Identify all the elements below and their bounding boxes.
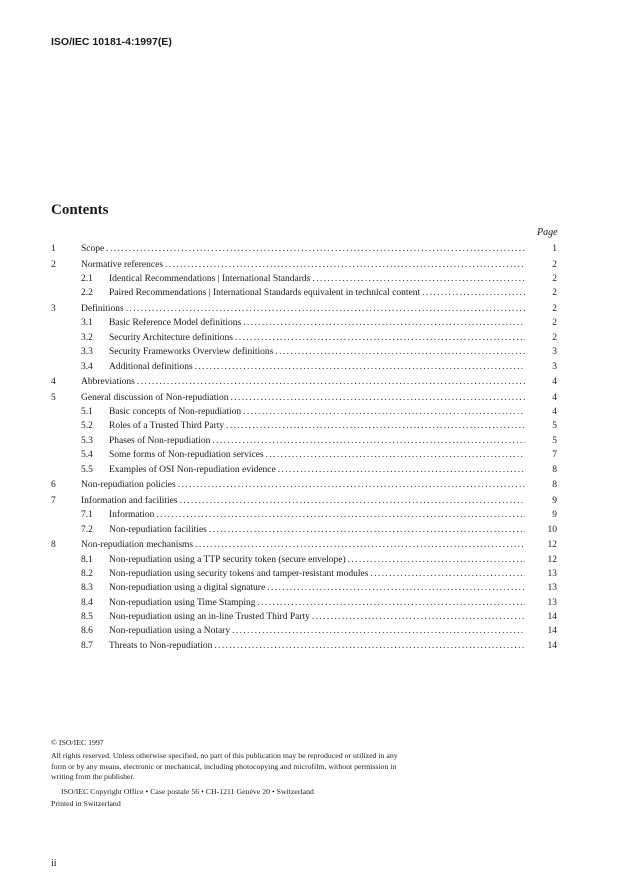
dot-leader xyxy=(165,258,525,272)
toc-entry-number: 3.4 xyxy=(81,361,93,372)
toc-entry-title: Scope xyxy=(81,244,105,254)
toc-entry-number: 5.3 xyxy=(81,435,93,446)
dot-leader xyxy=(312,610,525,624)
toc-entry-title: Security Architecture definitions xyxy=(109,332,233,343)
toc-entry-number: 5.2 xyxy=(81,421,93,432)
toc-entry-title: Some forms of Non-repudiation services xyxy=(109,450,264,461)
printed-in: Printed in Switzerland xyxy=(51,799,121,809)
dot-leader xyxy=(212,434,525,448)
toc-entry[interactable] xyxy=(51,286,557,300)
toc-entry-number: 8.1 xyxy=(81,554,93,565)
toc-entry-page: 12 xyxy=(547,554,557,565)
dot-leader xyxy=(232,624,525,638)
toc-entry-page: 9 xyxy=(552,510,557,521)
toc-entry-title: Basic Reference Model definitions xyxy=(109,318,242,329)
toc-entry[interactable] xyxy=(51,242,557,256)
toc-entry-page: 8 xyxy=(552,480,557,491)
toc-entry-number: 5.1 xyxy=(81,407,93,418)
toc-entry[interactable] xyxy=(51,523,557,537)
toc-entry[interactable] xyxy=(51,405,557,419)
toc-entry-page: 8 xyxy=(552,464,557,475)
toc-entry-number: 8.3 xyxy=(81,583,93,594)
toc-entry[interactable] xyxy=(51,553,557,567)
toc-entry-title: Non-repudiation policies xyxy=(81,480,176,491)
dot-leader xyxy=(243,316,525,330)
dot-leader xyxy=(106,242,525,256)
toc-entry-number: 1 xyxy=(51,244,56,254)
toc-entry-number: 8.2 xyxy=(81,568,93,579)
toc-entry-title: Non-repudiation using an in-line Trusted Third Party xyxy=(109,612,310,623)
toc-entry-page: 5 xyxy=(552,435,557,446)
toc-entry-title: Non-repudiation using security tokens and tamper-resistant modules xyxy=(109,568,369,579)
toc-entry[interactable] xyxy=(51,258,557,272)
toc-entry[interactable] xyxy=(51,494,557,508)
dot-leader xyxy=(178,478,525,492)
dot-leader xyxy=(137,375,525,389)
dot-leader xyxy=(312,272,525,286)
toc-entry-number: 7 xyxy=(51,495,56,506)
toc-entry-number: 7.1 xyxy=(81,510,93,521)
toc-entry-title: Definitions xyxy=(81,303,124,314)
dot-leader xyxy=(266,448,525,462)
toc-entry-number: 3 xyxy=(51,303,56,314)
toc-entry-number: 2.1 xyxy=(81,273,93,284)
toc-entry-number: 5 xyxy=(51,392,56,403)
toc-entry-page: 2 xyxy=(552,259,557,270)
toc-entry-page: 13 xyxy=(547,583,557,594)
dot-leader xyxy=(278,463,525,477)
toc-entry-number: 8.7 xyxy=(81,640,93,651)
toc-entry-number: 8 xyxy=(51,540,56,551)
toc-entry[interactable] xyxy=(51,331,557,345)
toc-entry-page: 3 xyxy=(552,361,557,372)
toc-entry-title: Paired Recommendations | International Standards equivalent in technical content xyxy=(109,288,421,299)
toc-entry-number: 3.1 xyxy=(81,318,93,329)
toc-entry-title: Phases of Non-repudiation xyxy=(109,435,211,446)
dot-leader xyxy=(230,391,525,405)
toc-entry[interactable] xyxy=(51,434,557,448)
toc-entry-title: Threats to Non-repudiation xyxy=(109,640,213,651)
dot-leader xyxy=(370,567,525,581)
toc-entry-page: 2 xyxy=(552,318,557,329)
dot-leader xyxy=(209,523,525,537)
toc-entry-page: 13 xyxy=(547,597,557,608)
toc-entry-title: Non-repudiation facilities xyxy=(109,524,207,535)
toc-entry-title: Additional definitions xyxy=(109,361,193,372)
toc-entry-page: 14 xyxy=(547,612,557,623)
toc-entry[interactable] xyxy=(51,316,557,330)
toc-entry-number: 5.4 xyxy=(81,450,93,461)
toc-entry[interactable] xyxy=(51,610,557,624)
copyright-block xyxy=(51,738,411,809)
toc-entry-title: Non-repudiation mechanisms xyxy=(81,540,194,551)
dot-leader xyxy=(235,331,525,345)
toc-entry-title: Non-repudiation using a Notary xyxy=(109,626,231,637)
dot-leader xyxy=(422,286,525,300)
toc-entry-title: Information and facilities xyxy=(81,495,178,506)
toc-entry-title: Basic concepts of Non-repudiation xyxy=(109,407,242,418)
toc-entry-page: 2 xyxy=(552,273,557,284)
toc-entry-number: 6 xyxy=(51,480,56,491)
toc-entry[interactable] xyxy=(51,639,557,653)
toc-entry[interactable] xyxy=(51,360,557,374)
dot-leader xyxy=(226,419,525,433)
toc-entry-number: 2.2 xyxy=(81,288,93,299)
toc-entry-page: 3 xyxy=(552,347,557,358)
toc-entry-page: 1 xyxy=(552,244,557,254)
toc-entry-page: 12 xyxy=(547,540,557,551)
toc-entry-page: 7 xyxy=(552,450,557,461)
toc-entry-number: 4 xyxy=(51,377,56,388)
toc-entry[interactable] xyxy=(51,508,557,522)
toc-entry[interactable] xyxy=(51,463,557,477)
dot-leader xyxy=(275,345,525,359)
dot-leader xyxy=(156,508,525,522)
toc-entry[interactable] xyxy=(51,596,557,610)
toc-entry-page: 14 xyxy=(547,640,557,651)
toc-entry-page: 9 xyxy=(552,495,557,506)
toc-entry-title: Abbreviations xyxy=(81,377,135,388)
toc-entry-title: Non-repudiation using a digital signature xyxy=(109,583,266,594)
toc-entry-number: 8.6 xyxy=(81,626,93,637)
toc-entry[interactable] xyxy=(51,419,557,433)
document-id-header: ISO/IEC 10181-4:1997(E) xyxy=(51,36,172,48)
page-column-label: Page xyxy=(537,227,558,238)
toc-entry-page: 10 xyxy=(547,524,557,535)
rights-statement: All rights reserved. Unless otherwise specified, no part of this publication may be reproduced or utilized in any form or by any means, electronic or mechanical, including photocopying and microfilm, without permission in writing from the publisher. xyxy=(51,751,398,782)
copyright-notice: © ISO/IEC 1997 xyxy=(51,738,104,747)
toc-entry[interactable] xyxy=(51,448,557,462)
toc-entry-title: Non-repudiation using a TTP security token (secure envelope) xyxy=(109,554,346,565)
toc-entry-page: 4 xyxy=(552,392,557,403)
toc-entry[interactable] xyxy=(51,624,557,638)
toc-entry-page: 4 xyxy=(552,377,557,388)
toc-entry-number: 3.2 xyxy=(81,332,93,343)
toc-entry-title: General discussion of Non-repudiation xyxy=(81,392,229,403)
toc-entry-number: 3.3 xyxy=(81,347,93,358)
dot-leader xyxy=(214,639,525,653)
toc-entry[interactable] xyxy=(51,345,557,359)
toc-entry[interactable] xyxy=(51,567,557,581)
dot-leader xyxy=(180,494,525,508)
toc-entry[interactable] xyxy=(51,391,557,405)
toc-entry-title: Normative references xyxy=(81,259,164,270)
toc-entry[interactable] xyxy=(51,302,557,316)
toc-entry-number: 2 xyxy=(51,259,56,270)
toc-entry-title: Examples of OSI Non-repudiation evidence xyxy=(109,464,276,475)
toc-entry[interactable] xyxy=(51,538,557,552)
dot-leader xyxy=(348,553,525,567)
toc-entry-page: 2 xyxy=(552,303,557,314)
toc-entry-page: 13 xyxy=(547,568,557,579)
toc-entry-number: 7.2 xyxy=(81,524,93,535)
toc-entry[interactable] xyxy=(51,375,557,389)
toc-entry-title: Roles of a Trusted Third Party xyxy=(109,421,225,432)
toc-entry-number: 8.4 xyxy=(81,597,93,608)
dot-leader xyxy=(267,581,525,595)
toc-entry-page: 14 xyxy=(547,626,557,637)
toc-entry-number: 8.5 xyxy=(81,612,93,623)
toc-entry-title: Non-repudiation using Time Stamping xyxy=(109,597,256,608)
toc-entry[interactable] xyxy=(51,581,557,595)
table-of-contents xyxy=(51,242,557,653)
toc-entry-page: 2 xyxy=(552,332,557,343)
toc-entry-title: Identical Recommendations | International Standards xyxy=(109,273,311,284)
footer-page-number: ii xyxy=(51,858,57,869)
dot-leader xyxy=(243,405,525,419)
dot-leader xyxy=(126,302,525,316)
toc-entry-number: 5.5 xyxy=(81,464,93,475)
toc-entry-title: Security Frameworks Overview definitions xyxy=(109,347,274,358)
toc-entry[interactable] xyxy=(51,272,557,286)
toc-entry-page: 2 xyxy=(552,288,557,299)
dot-leader xyxy=(195,360,525,374)
dot-leader xyxy=(195,538,525,552)
toc-entry[interactable] xyxy=(51,478,557,492)
toc-entry-title: Information xyxy=(109,510,155,521)
toc-entry-page: 5 xyxy=(552,421,557,432)
copyright-office-address: ISO/IEC Copyright Office • Case postale 56 • CH-1211 Genève 20 • Switzerland xyxy=(61,786,314,796)
toc-entry-page: 4 xyxy=(552,407,557,418)
contents-heading: Contents xyxy=(51,202,109,218)
dot-leader xyxy=(257,596,525,610)
